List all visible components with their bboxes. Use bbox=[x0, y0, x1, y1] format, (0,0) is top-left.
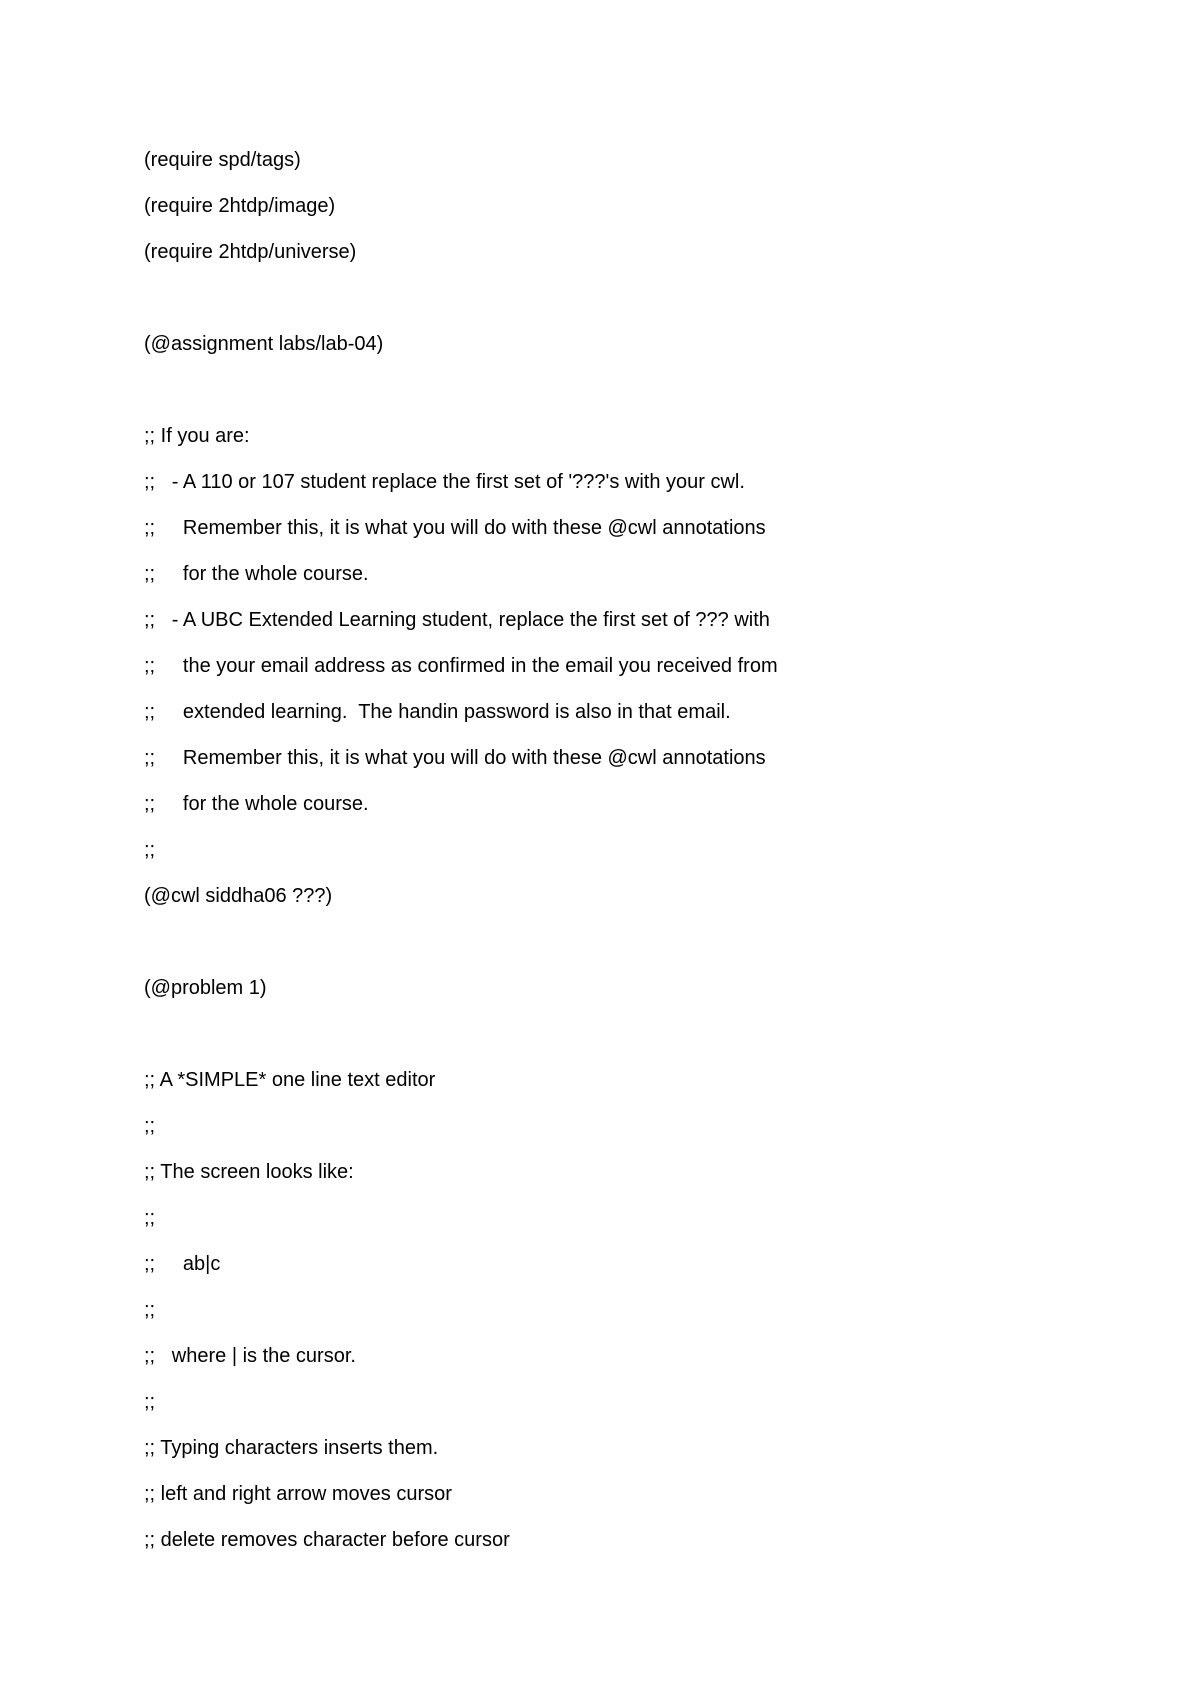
code-line: ;; - A UBC Extended Learning student, replace the first set of ??? with bbox=[144, 609, 770, 631]
code-line: (require spd/tags) bbox=[144, 149, 301, 171]
code-line: ;; extended learning. The handin password is also in that email. bbox=[144, 701, 731, 723]
code-line: ;; the your email address as confirmed in the email you received from bbox=[144, 655, 778, 677]
code-line: ;; for the whole course. bbox=[144, 563, 369, 585]
code-line: ;; If you are: bbox=[144, 425, 250, 447]
code-line: ;; Typing characters inserts them. bbox=[144, 1437, 439, 1459]
code-line: (require 2htdp/image) bbox=[144, 195, 336, 217]
code-line: ;; bbox=[144, 1391, 156, 1413]
code-line: ;; where | is the cursor. bbox=[144, 1345, 356, 1367]
code-line: ;; left and right arrow moves cursor bbox=[144, 1483, 452, 1505]
code-line: ;; A *SIMPLE* one line text editor bbox=[144, 1069, 436, 1091]
code-line: ;; ab|c bbox=[144, 1253, 221, 1275]
code-line: ;; Remember this, it is what you will do with these @cwl annotations bbox=[144, 517, 766, 539]
code-line: (@cwl siddha06 ???) bbox=[144, 885, 333, 907]
code-line: ;; - A 110 or 107 student replace the first set of '???'s with your cwl. bbox=[144, 471, 745, 493]
code-line: ;; bbox=[144, 1299, 156, 1321]
code-line: ;; Remember this, it is what you will do with these @cwl annotations bbox=[144, 747, 766, 769]
code-line: (@assignment labs/lab-04) bbox=[144, 333, 384, 355]
code-line: ;; bbox=[144, 1207, 156, 1229]
code-line: ;; The screen looks like: bbox=[144, 1161, 354, 1183]
code-line: ;; bbox=[144, 1115, 156, 1137]
code-line: (require 2htdp/universe) bbox=[144, 241, 357, 263]
code-line: ;; bbox=[144, 839, 156, 861]
code-line: (@problem 1) bbox=[144, 977, 267, 999]
code-line: ;; delete removes character before cursor bbox=[144, 1529, 510, 1551]
code-line: ;; for the whole course. bbox=[144, 793, 369, 815]
